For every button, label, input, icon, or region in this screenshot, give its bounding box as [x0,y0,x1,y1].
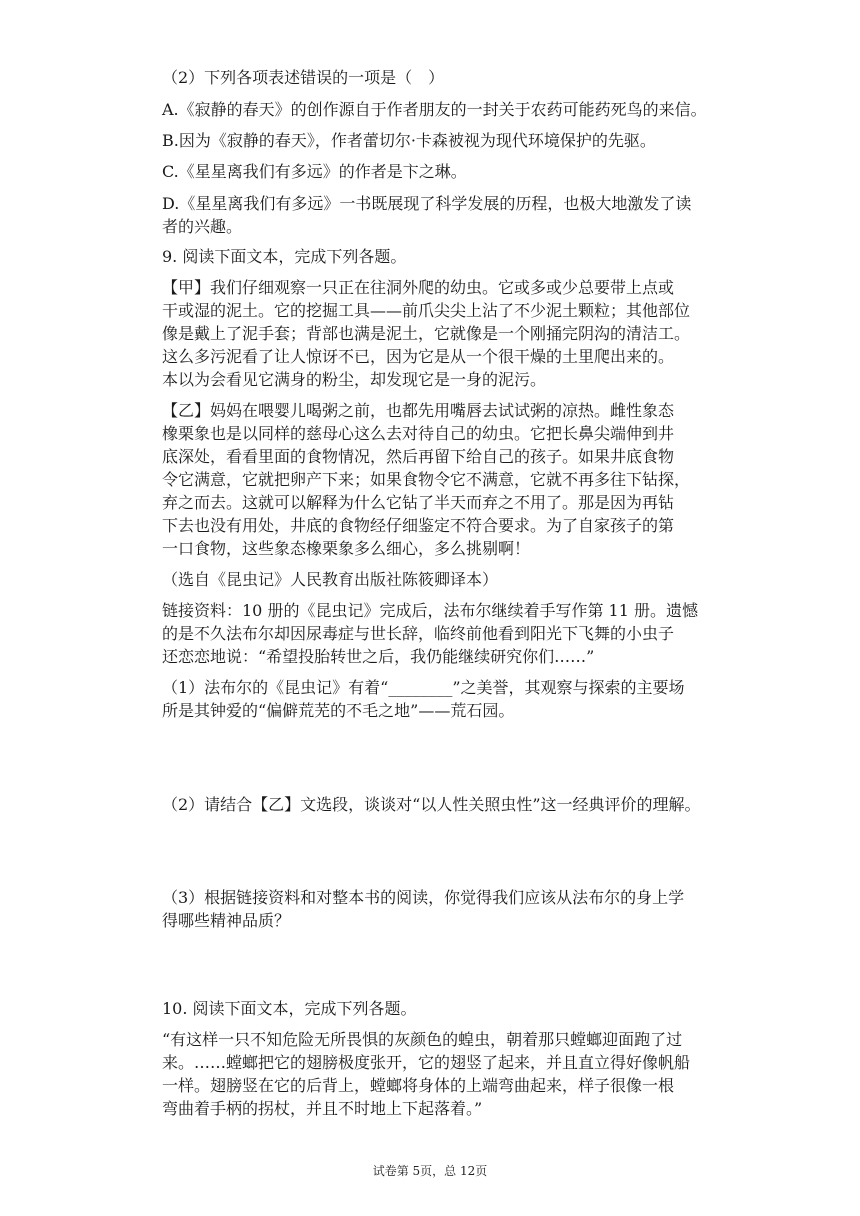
q9-sub3-line: （3）根据链接资料和对整本书的阅读，你觉得我们应该从法布尔的身上学 [162,888,685,907]
passage-yi-line: 下去也没有用处，井底的食物经仔细鉴定不符合要求。为了自家孩子的第 [162,516,675,535]
passage-yi-line: 一口食物，这些象态橡栗象多么细心，多么挑剔啊！ [162,539,531,558]
passage-yi-line: 橡栗象也是以同样的慈母心这么去对待自己的幼虫。它把长鼻尖端伸到井 [162,424,675,443]
q8-2-option-d: D.《星星离我们有多远》一书既展现了科学发展的历程，也极大地激发了读 [162,194,692,213]
passage-jia-line: 像是戴上了泥手套；背部也满是泥土，它就像是一个刚捅完阴沟的清洁工。 [162,324,691,343]
q8-2-option-c: C.《星星离我们有多远》的作者是卞之琳。 [162,162,467,181]
q10-passage-line: 来。……螳螂把它的翅膀极度张开，它的翅竖了起来，并且直立得好像帆船 [162,1053,691,1072]
passage-jia-line: 干或湿的泥土。它的挖掘工具——前爪尖尖上沾了不少泥土颗粒；其他部位 [162,301,691,320]
q10-passage-line: “有这样一只不知危险无所畏惧的灰颜色的蝗虫，朝着那只螳螂迎面跑了过 [162,1030,683,1049]
page-footer: 试卷第 5页，总 12页 [372,1164,488,1178]
passage-yi-line: 令它满意，它就把卵产下来；如果食物令它不满意，它就不再多往下钻探， [162,470,691,489]
q9-sub3-line: 得哪些精神品质？ [162,911,291,930]
passage-yi-line: 底深处，看看里面的食物情况，然后再留下给自己的孩子。如果井底食物 [162,447,675,466]
q10-passage-line: 弯曲着手柄的拐杖，并且不时地上下起落着。” [162,1099,483,1118]
q10-passage-line: 一样。翅膀竖在它的后背上，螳螂将身体的上端弯曲起来，样子很像一根 [162,1076,675,1095]
q9-sub1-line: 所是其钟爱的“偏僻荒芜的不毛之地”——荒石园。 [162,701,515,720]
passage-jia-line: 本以为会看见它满身的粉尘，却发现它是一身的泥污。 [162,370,547,389]
q8-2-option-b: B.因为《寂静的春天》，作者蕾切尔·卡森被视为现代环境保护的先驱。 [162,131,656,150]
passage-source: （选自《昆虫记》人民教育出版社陈筱卿译本） [162,570,499,589]
link-material-line: 链接资料：10 册的《昆虫记》完成后，法布尔继续着手写作第 11 册。遗憾 [162,601,698,620]
passage-jia-line: 这么多污泥看了让人惊讶不已，因为它是从一个很干燥的土里爬出来的。 [162,347,675,366]
q8-2-option-a: A.《寂静的春天》的创作源自于作者朋友的一封关于农药可能药死鸟的来信。 [162,100,707,119]
q8-2-prompt: （2）下列各项表述错误的一项是（ ） [162,68,445,87]
passage-jia-line: 【甲】我们仔细观察一只正在往洞外爬的幼虫。它或多或少总要带上点或 [162,278,675,297]
q8-2-option-d-cont: 者的兴趣。 [162,217,243,236]
q10-title: 10. 阅读下面文本，完成下列各题。 [162,999,417,1018]
q9-title: 9. 阅读下面文本，完成下列各题。 [162,247,407,266]
link-material-line: 还恋恋地说：“希望投胎转世之后，我仍能继续研究你们……” [162,647,595,666]
q9-sub1-line: （1）法布尔的《昆虫记》有着“________”之美誉，其观察与探索的主要场 [162,678,685,697]
link-material-line: 的是不久法布尔却因尿毒症与世长辞，临终前他看到阳光下飞舞的小虫子 [162,624,675,643]
passage-yi-line: 弃之而去。这就可以解释为什么它钻了半天而弃之不用了。那是因为再钻 [162,493,675,512]
passage-yi-line: 【乙】妈妈在喂婴儿喝粥之前，也都先用嘴唇去试试粥的凉热。雌性象态 [162,401,675,420]
q9-sub2: （2）请结合【乙】文选段，谈谈对“以人性关照虫性”这一经典评价的理解。 [162,795,701,814]
